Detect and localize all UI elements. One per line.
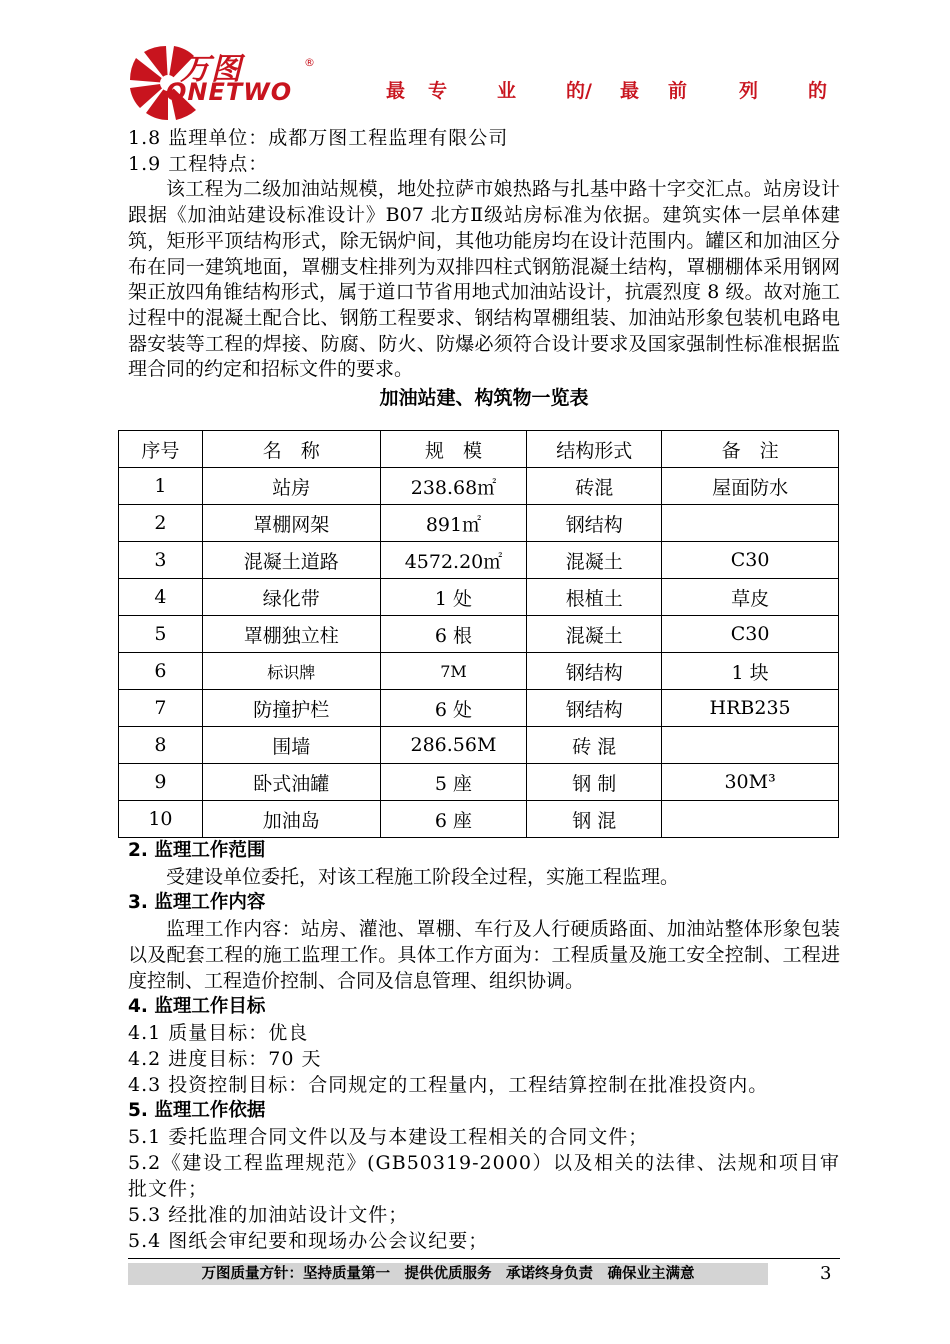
- header-cell-remark: 备 注: [662, 431, 839, 468]
- table-row: [119, 542, 839, 579]
- project-features-paragraph: 该工程为二级加油站规模，地处拉萨市娘热路与扎基中路十字交汇点。站房设计跟据《加油站建设标准设计》B07 北方Ⅱ级站房标准为依据。建筑实体一层单体建筑，矩形平顶结构形式，除无锅炉间，其他功能房均在设计范围内。罐区和加油区分布在同一建筑地面，罩棚支柱排列为双排四柱式钢筋混凝土结构，罩棚棚体采用钢网架正放四角锥结构形式，属于道口节省用地式加油站设计，抗震烈度 8 级。故对施工过程中的混凝土配合比、钢筋工程要求、钢结构罩棚组装、加油站形象包装机电路电器安装等工程的焊接、防腐、防火、防爆必须符合设计要求及国家强制性标准根据监理合同的约定和招标文件的要求。: [128, 178, 840, 381]
- table-cell: 钢结构: [527, 505, 662, 542]
- table-cell: 草皮: [662, 579, 839, 616]
- table-cell: 5: [119, 616, 203, 653]
- slogan-char: 最: [386, 80, 406, 102]
- slogan-char: 最: [620, 80, 640, 102]
- table-row: [119, 764, 839, 801]
- table-cell: 钢结构: [527, 653, 662, 690]
- table-row: [119, 505, 839, 542]
- table-cell: 加油岛: [202, 801, 380, 838]
- table-cell: 钢结构: [527, 690, 662, 727]
- table-cell: 1: [119, 468, 203, 505]
- table-row: [119, 690, 839, 727]
- section-5-title: 5. 监理工作依据: [128, 1100, 266, 1121]
- slogan-char: 前: [668, 80, 688, 102]
- table-cell: 2: [119, 505, 203, 542]
- table-cell: 6: [119, 653, 203, 690]
- table-cell: 绿化带: [202, 579, 380, 616]
- table-cell: 混凝土: [527, 542, 662, 579]
- header-cell-structure: 结构形式: [527, 431, 662, 468]
- slogan-char: 专: [428, 80, 448, 102]
- table-cell: 钢 混: [527, 801, 662, 838]
- logo-english-name: ONETWO: [166, 78, 293, 106]
- slogan-char: 的/: [566, 80, 592, 102]
- table-cell: 30M³: [662, 764, 839, 801]
- table-header-row: [119, 431, 839, 468]
- supervision-unit-line: 1.8 监理单位：成都万图工程监理有限公司: [128, 127, 509, 149]
- table-title: 加油站建、构筑物一览表: [379, 387, 589, 410]
- table-cell: 围墙: [202, 727, 380, 764]
- slogan-char: 的: [808, 80, 828, 102]
- table-cell: 卧式油罐: [202, 764, 380, 801]
- structures-table: [118, 430, 839, 838]
- table-cell: HRB235: [662, 690, 839, 727]
- quality-target: 4.1 质量目标：优良: [128, 1022, 309, 1044]
- table-cell: 罩棚独立柱: [202, 616, 380, 653]
- table-row: [119, 579, 839, 616]
- project-features-heading: 1.9 工程特点：: [128, 152, 269, 175]
- registered-mark: ®: [304, 56, 315, 69]
- header-cell-scale: 规 模: [380, 431, 527, 468]
- table-cell: C30: [662, 542, 839, 579]
- table-row: [119, 727, 839, 764]
- table-cell: [662, 505, 839, 542]
- table-cell: 6 根: [380, 616, 527, 653]
- table-cell: 标识牌: [202, 653, 380, 690]
- company-logo: [128, 44, 318, 122]
- logo-chinese-name: 万图: [180, 52, 242, 87]
- page-footer: [128, 1258, 840, 1284]
- table-cell: 1 处: [380, 579, 527, 616]
- basis-5-2: 5.2《建设工程监理规范》(GB50319-2000）以及相关的法律、法规和项目审批文件；: [128, 1152, 840, 1200]
- investment-target: 4.3 投资控制目标：合同规定的工程量内，工程结算控制在批准投资内。: [128, 1074, 769, 1096]
- table-cell: 砖 混: [527, 727, 662, 764]
- table-cell: [662, 801, 839, 838]
- section-4-title: 4. 监理工作目标: [128, 996, 266, 1017]
- table-cell: 屋面防水: [662, 468, 839, 505]
- section-3-title: 3. 监理工作内容: [128, 892, 266, 913]
- basis-5-4: 5.4 图纸会审纪要和现场办公会议纪要；: [128, 1230, 489, 1252]
- table-cell: 10: [119, 801, 203, 838]
- intro-section: [128, 126, 840, 410]
- basis-5-3: 5.3 经批准的加油站设计文件；: [128, 1204, 409, 1226]
- sections-body: [128, 838, 840, 1254]
- table-cell: 5 座: [380, 764, 527, 801]
- page-number: 3: [820, 1263, 832, 1284]
- slogan-char: 列: [739, 80, 759, 102]
- basis-5-1: 5.1 委托监理合同文件以及与本建设工程相关的合同文件；: [128, 1126, 649, 1148]
- slogan-char: 业: [497, 80, 517, 102]
- schedule-target: 4.2 进度目标：70 天: [128, 1048, 322, 1070]
- table-cell: 7M: [380, 653, 527, 690]
- table-row: [119, 616, 839, 653]
- quality-motto: 万图质量方针：坚持质量第一 提供优质服务 承诺终身负责 确保业主满意: [128, 1263, 768, 1285]
- table-cell: 9: [119, 764, 203, 801]
- table-cell: 286.56M: [380, 727, 527, 764]
- table-cell: 6 处: [380, 690, 527, 727]
- table-cell: 6 座: [380, 801, 527, 838]
- table-row: [119, 653, 839, 690]
- section-3-body: 监理工作内容：站房、灌池、罩棚、车行及人行硬质路面、加油站整体形象包装以及配套工程的施工监理工作。具体工作方面为：工程质量及施工安全控制、工程进度控制、工程造价控制、合同及信息管理、组织协调。: [128, 918, 840, 992]
- table-cell: 4: [119, 579, 203, 616]
- table-cell: 钢 制: [527, 764, 662, 801]
- table-cell: 238.68㎡: [380, 468, 527, 505]
- header-cell-index: 序号: [119, 431, 203, 468]
- table-cell: 罩棚网架: [202, 505, 380, 542]
- table-cell: 根植土: [527, 579, 662, 616]
- table-cell: 8: [119, 727, 203, 764]
- table-cell: 防撞护栏: [202, 690, 380, 727]
- table-cell: 1 块: [662, 653, 839, 690]
- table-row: [119, 801, 839, 838]
- table-cell: 891㎡: [380, 505, 527, 542]
- table-cell: 砖混: [527, 468, 662, 505]
- table-cell: C30: [662, 616, 839, 653]
- page-header: [0, 0, 950, 130]
- table-cell: 混凝土: [527, 616, 662, 653]
- table-cell: 7: [119, 690, 203, 727]
- table-cell: 4572.20㎡: [380, 542, 527, 579]
- table-cell: [662, 727, 839, 764]
- section-2-title: 2. 监理工作范围: [128, 840, 266, 861]
- table-row: [119, 468, 839, 505]
- section-2-body: 受建设单位委托，对该工程施工阶段全过程，实施工程监理。: [166, 866, 680, 888]
- table-cell: 3: [119, 542, 203, 579]
- table-cell: 混凝土道路: [202, 542, 380, 579]
- header-cell-name: 名 称: [202, 431, 380, 468]
- table-cell: 站房: [202, 468, 380, 505]
